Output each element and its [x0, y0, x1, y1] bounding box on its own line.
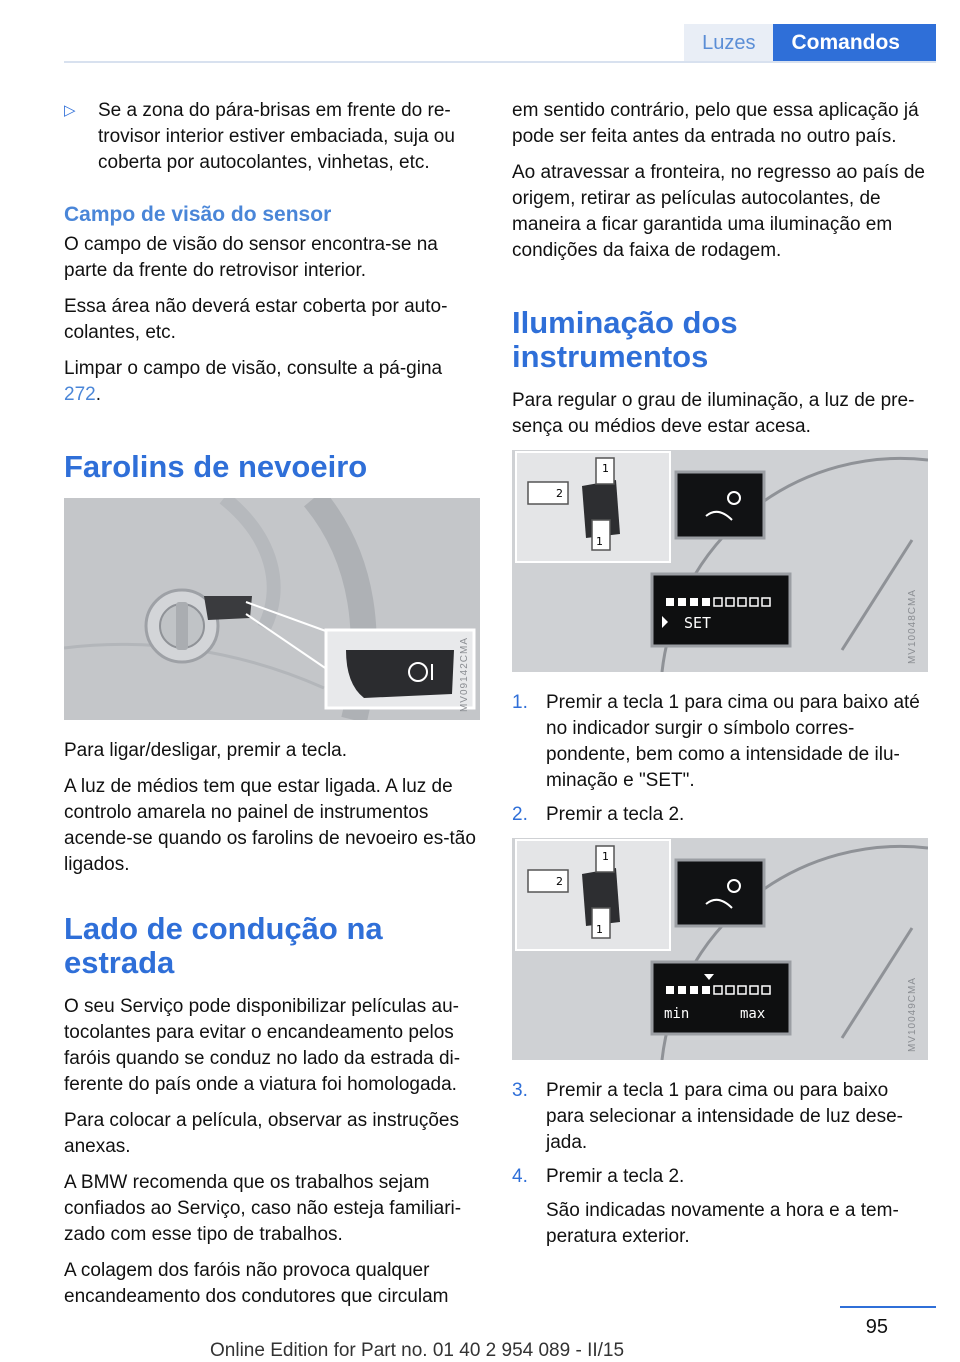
- dimmer-set-illustration: [512, 450, 928, 672]
- driving-side-paragraph-1: O seu Serviço pode disponibilizar películas au-tocolantes para evitar o encandeamento pelos faróis quando se conduz no lado da estrada di-ferente do país onde a viatura foi homologada.: [64, 996, 461, 1095]
- continued-paragraph-2: Ao atravessar a fronteira, no regresso ao país de origem, retirar as películas autocolantes, de maneira a ficar garantida uma iluminação em condições da faixa de rodagem.: [512, 162, 925, 261]
- continued-paragraph-1: em sentido contrário, pelo que essa aplicação já pode ser feita antes da entrada no outro país.: [512, 100, 919, 147]
- step-3: [512, 1078, 928, 1156]
- left-column: [64, 98, 480, 1320]
- key-2-label: 2: [556, 487, 563, 500]
- step-note: São indicadas novamente a hora e a tem-peratura exterior.: [546, 1200, 899, 1247]
- instrument-lighting-paragraph: Para regular o grau de iluminação, a luz de pre-sença ou médios deve estar acesa.: [512, 390, 915, 437]
- header-tabs: [684, 24, 936, 62]
- edition-footer: Online Edition for Part no. 01 40 2 954 089 - II/15: [210, 1340, 625, 1361]
- driving-side-paragraph-3: A BMW recomenda que os trabalhos sejam confiados ao Serviço, caso não esteja familiari-zado com esse tipo de trabalhos.: [64, 1172, 462, 1245]
- sensor-heading: Campo de visão do sensor: [64, 203, 332, 226]
- key-1-label-top: 1: [602, 462, 609, 475]
- step-text: Premir a tecla 1 para cima ou para baixo para selecionar a intensidade de luz dese-jada.: [546, 1080, 904, 1153]
- step-2: [512, 802, 928, 828]
- step-number: 2.: [512, 804, 528, 825]
- max-display-text: max: [740, 1006, 766, 1022]
- sensor-paragraph-2: Essa área não deverá estar coberta por auto-colantes, etc.: [64, 296, 448, 343]
- figure-code: MV09142CMA: [459, 636, 470, 712]
- section-tab-luzes[interactable]: Luzes: [684, 24, 773, 62]
- page-link-272[interactable]: 272: [64, 384, 96, 405]
- figure-code: MV10048CMA: [907, 588, 918, 664]
- step-text: Premir a tecla 2.: [546, 1166, 685, 1187]
- driving-side-paragraph-2: Para colocar a película, observar as instruções anexas.: [64, 1110, 459, 1157]
- instrument-lighting-heading: Iluminação dos instrumentos: [512, 305, 738, 374]
- figure-code: MV10049CMA: [907, 976, 918, 1052]
- fog-paragraph-2: A luz de médios tem que estar ligada. A luz de controlo amarela no painel de instrumentos acende-se quando os farolins de nevoeiro es-tão ligados.: [64, 776, 476, 875]
- fog-paragraph-1: Para ligar/desligar, premir a tecla.: [64, 740, 348, 761]
- bullet-text: Se a zona do pára-brisas em frente do re-trovisor interior estiver embaciada, suja ou coberta por autocolantes, vinhetas, etc.: [98, 100, 455, 173]
- right-column: [512, 98, 928, 1258]
- bullet-item: [64, 98, 480, 176]
- min-display-text: min: [664, 1006, 690, 1022]
- step-1: [512, 690, 928, 794]
- fog-lights-illustration: [64, 498, 480, 720]
- key-2-label: 2: [556, 875, 563, 888]
- instrument-lighting-figure-2: [512, 838, 928, 1060]
- step-text: Premir a tecla 1 para cima ou para baixo até no indicador surgir o símbolo corres-pondente, bem como a intensidade de ilu-minação e "SET".: [546, 692, 920, 791]
- key-1-label-top: 1: [602, 850, 609, 863]
- instrument-lighting-figure-1: [512, 450, 928, 672]
- dimmer-level-illustration: [512, 838, 928, 1060]
- key-1-label-bottom: 1: [596, 535, 603, 548]
- fog-lights-figure: [64, 498, 480, 720]
- sensor-paragraph-1: O campo de visão do sensor encontra-se na parte da frente do retrovisor interior.: [64, 234, 438, 281]
- step-4: [512, 1164, 928, 1250]
- step-text: Premir a tecla 2.: [546, 804, 685, 825]
- footer-divider: [840, 1306, 936, 1308]
- driving-side-heading: Lado de condução na estrada: [64, 911, 383, 980]
- triangle-bullet-icon: ▷: [64, 102, 76, 119]
- step-body: [546, 1164, 928, 1250]
- step-number: 1.: [512, 692, 528, 713]
- sensor-paragraph-3: Limpar o campo de visão, consulte a pá-gina 272.: [64, 358, 443, 405]
- step-number: 4.: [512, 1166, 528, 1187]
- set-display-text: SET: [684, 614, 712, 632]
- driving-side-paragraph-4: A colagem dos faróis não provoca qualquer encandeamento dos condutores que circulam: [64, 1260, 449, 1307]
- page-number: 95: [865, 1316, 888, 1338]
- fog-lights-heading: Farolins de nevoeiro: [64, 449, 368, 484]
- chapter-tab-comandos[interactable]: Comandos: [773, 24, 936, 62]
- step-number: 3.: [512, 1080, 528, 1101]
- key-1-label-bottom: 1: [596, 923, 603, 936]
- header-divider: [64, 61, 936, 63]
